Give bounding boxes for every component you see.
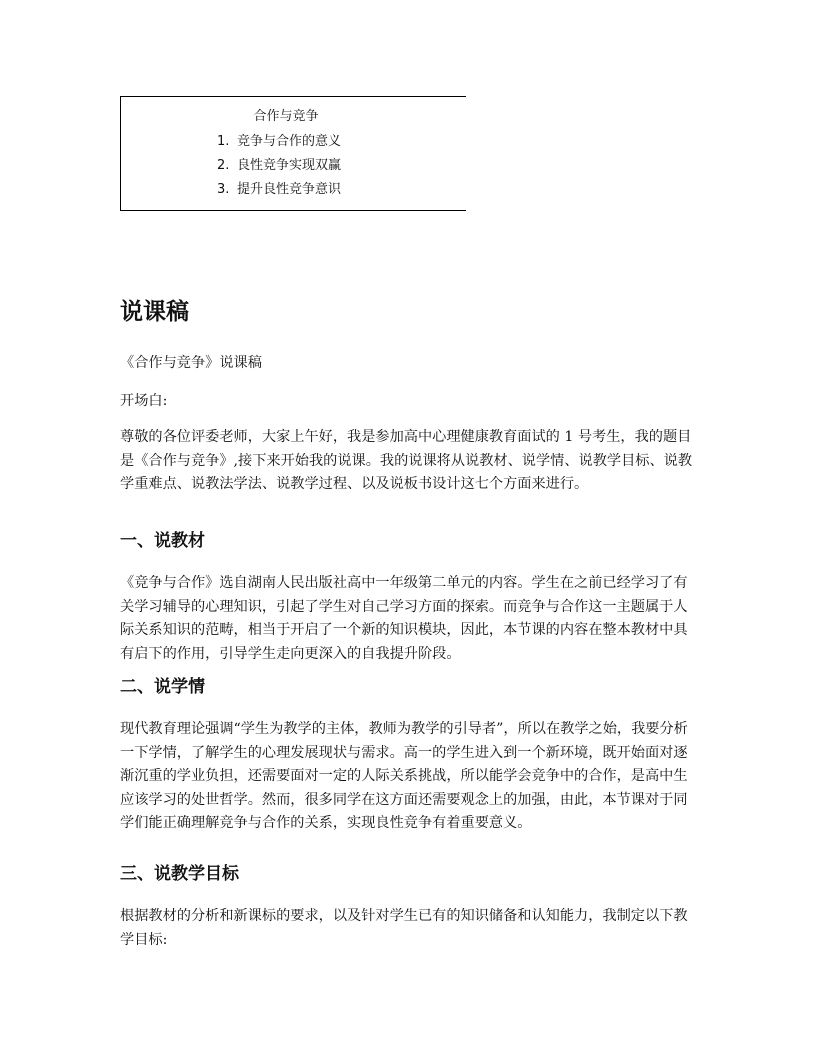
outline-item-text: 提升良性竞争意识	[237, 182, 342, 197]
outline-item-number: 3.	[217, 182, 230, 197]
outline-item-text: 良性竞争实现双赢	[237, 158, 342, 173]
section-paragraph-objectives: 根据教材的分析和新课标的要求，以及针对学生已有的知识储备和认知能力，我制定以下教学目标:	[120, 908, 688, 948]
outline-item-text: 竞争与合作的意义	[237, 134, 342, 149]
opening-paragraph: 尊敬的各位评委老师，大家上午好，我是参加高中心理健康教育面试的 1 号考生，我的题目是《合作与竞争》,接下来开始我的说课。我的说课将从说教材、说学情、说教学目标、说教学重难点、说教法学法、说教学过程、以及说板书设计这七个方面来进行。	[120, 429, 693, 492]
document-title: 说课稿	[120, 299, 189, 325]
outline-item	[217, 178, 341, 202]
section-heading-textbook: 一、说教材	[120, 531, 205, 551]
outline-box	[120, 96, 466, 211]
outline-item	[217, 130, 341, 154]
opening-label: 开场白:	[120, 393, 168, 409]
outline-title	[121, 105, 467, 124]
section-paragraph-students: 现代教育理论强调“学生为教学的主体，教师为教学的引导者”，所以在教学之始，我要分析一下学情，了解学生的心理发展现状与需求。高一的学生进入到一个新环境，既开始面对逐渐沉重的学业负担，还需要面对一定的人际关系挑战，所以能学会竞争中的合作，是高中生应该学习的处世哲学。然而，很多同学在这方面还需要观念上的加强，由此，本节课对于同学们能正确理解竞争与合作的关系，实现良性竞争有着重要意义。	[120, 721, 688, 831]
section-paragraph-textbook: 《竞争与合作》选自湖南人民出版社高中一年级第二单元的内容。学生在之前已经学习了有关学习辅导的心理知识，引起了学生对自己学习方面的探索。而竞争与合作这一主题属于人际关系知识的范畴，相当于开启了一个新的知识模块，因此，本节课的内容在整本教材中具有启下的作用，引导学生走向更深入的自我提升阶段。	[120, 575, 688, 662]
section-heading-objectives: 三、说教学目标	[120, 864, 239, 884]
outline-item-number: 2.	[217, 158, 230, 173]
outline-list	[217, 130, 341, 202]
outline-item-number: 1.	[217, 134, 230, 149]
outline-item	[217, 154, 341, 178]
outline-title-text: 合作与竞争	[253, 109, 319, 124]
document-subtitle: 《合作与竞争》说课稿	[120, 355, 262, 371]
section-heading-students: 二、说学情	[120, 677, 205, 697]
